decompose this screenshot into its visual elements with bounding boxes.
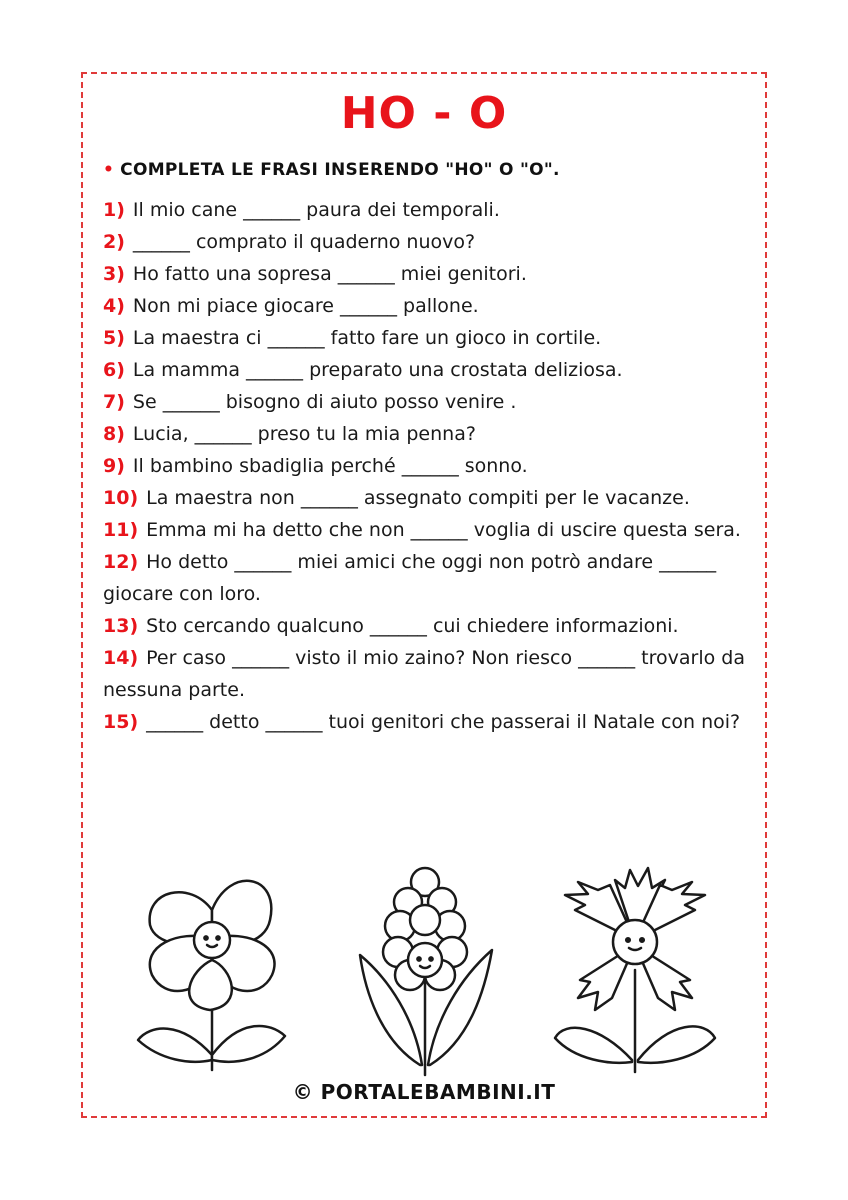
item-number: 6) [103,359,125,381]
item-text: La maestra ci ______ fatto fare un gioco in cortile. [132,327,602,349]
item-number: 14) [103,647,139,669]
item-number: 12) [103,551,139,573]
list-item [103,418,753,450]
list-item [103,194,753,226]
item-number: 4) [103,295,125,317]
item-number: 3) [103,263,125,285]
list-item [103,450,753,482]
list-item [103,642,753,706]
item-text: Se ______ bisogno di aiuto posso venire . [132,391,517,413]
instruction-text: COMPLETA LE FRASI INSERENDO "HO" O "O". [120,160,560,180]
carnation-flower-icon [555,868,715,1072]
list-item [103,290,753,322]
copyright-footer: © PORTALEBAMBINI.IT [292,1080,556,1104]
item-text: La maestra non ______ assegnato compiti per le vacanze. [146,487,690,509]
item-number: 9) [103,455,125,477]
item-text: Non mi piace giocare ______ pallone. [132,295,479,317]
pansy-flower-icon [138,881,285,1070]
list-item [103,514,753,546]
list-item [103,546,753,610]
list-item [103,258,753,290]
page-title: HO - O [340,88,508,139]
bullet-icon: • [103,160,115,180]
list-item [103,354,753,386]
item-text: Ho fatto una sopresa ______ miei genitori. [132,263,527,285]
list-item [103,482,753,514]
list-item [103,226,753,258]
item-text: ______ detto ______ tuoi genitori che passerai il Natale con noi? [146,711,741,733]
item-number: 7) [103,391,125,413]
item-number: 11) [103,519,139,541]
item-text: Lucia, ______ preso tu la mia penna? [132,423,476,445]
item-number: 1) [103,199,125,221]
item-number: 15) [103,711,139,733]
sentence-list [103,194,753,738]
item-number: 10) [103,487,139,509]
instruction [103,160,743,180]
item-number: 2) [103,231,125,253]
list-item [103,706,753,738]
item-number: 8) [103,423,125,445]
list-item [103,610,753,642]
item-text: Sto cercando qualcuno ______ cui chiedere informazioni. [146,615,679,637]
list-item [103,322,753,354]
item-text: Ho detto ______ miei amici che oggi non potrò andare ______ giocare con loro. [103,551,717,605]
hyacinth-flower-icon [360,868,492,1075]
item-text: Il mio cane ______ paura dei temporali. [132,199,500,221]
flowers-illustration [120,860,730,1085]
item-text: La mamma ______ preparato una crostata deliziosa. [132,359,623,381]
item-text: Per caso ______ visto il mio zaino? Non riesco ______ trovarlo da nessuna parte. [103,647,745,701]
item-text: Il bambino sbadiglia perché ______ sonno. [132,455,528,477]
item-text: Emma mi ha detto che non ______ voglia di uscire questa sera. [146,519,741,541]
item-number: 13) [103,615,139,637]
list-item [103,386,753,418]
item-text: ______ comprato il quaderno nuovo? [132,231,476,253]
item-number: 5) [103,327,125,349]
